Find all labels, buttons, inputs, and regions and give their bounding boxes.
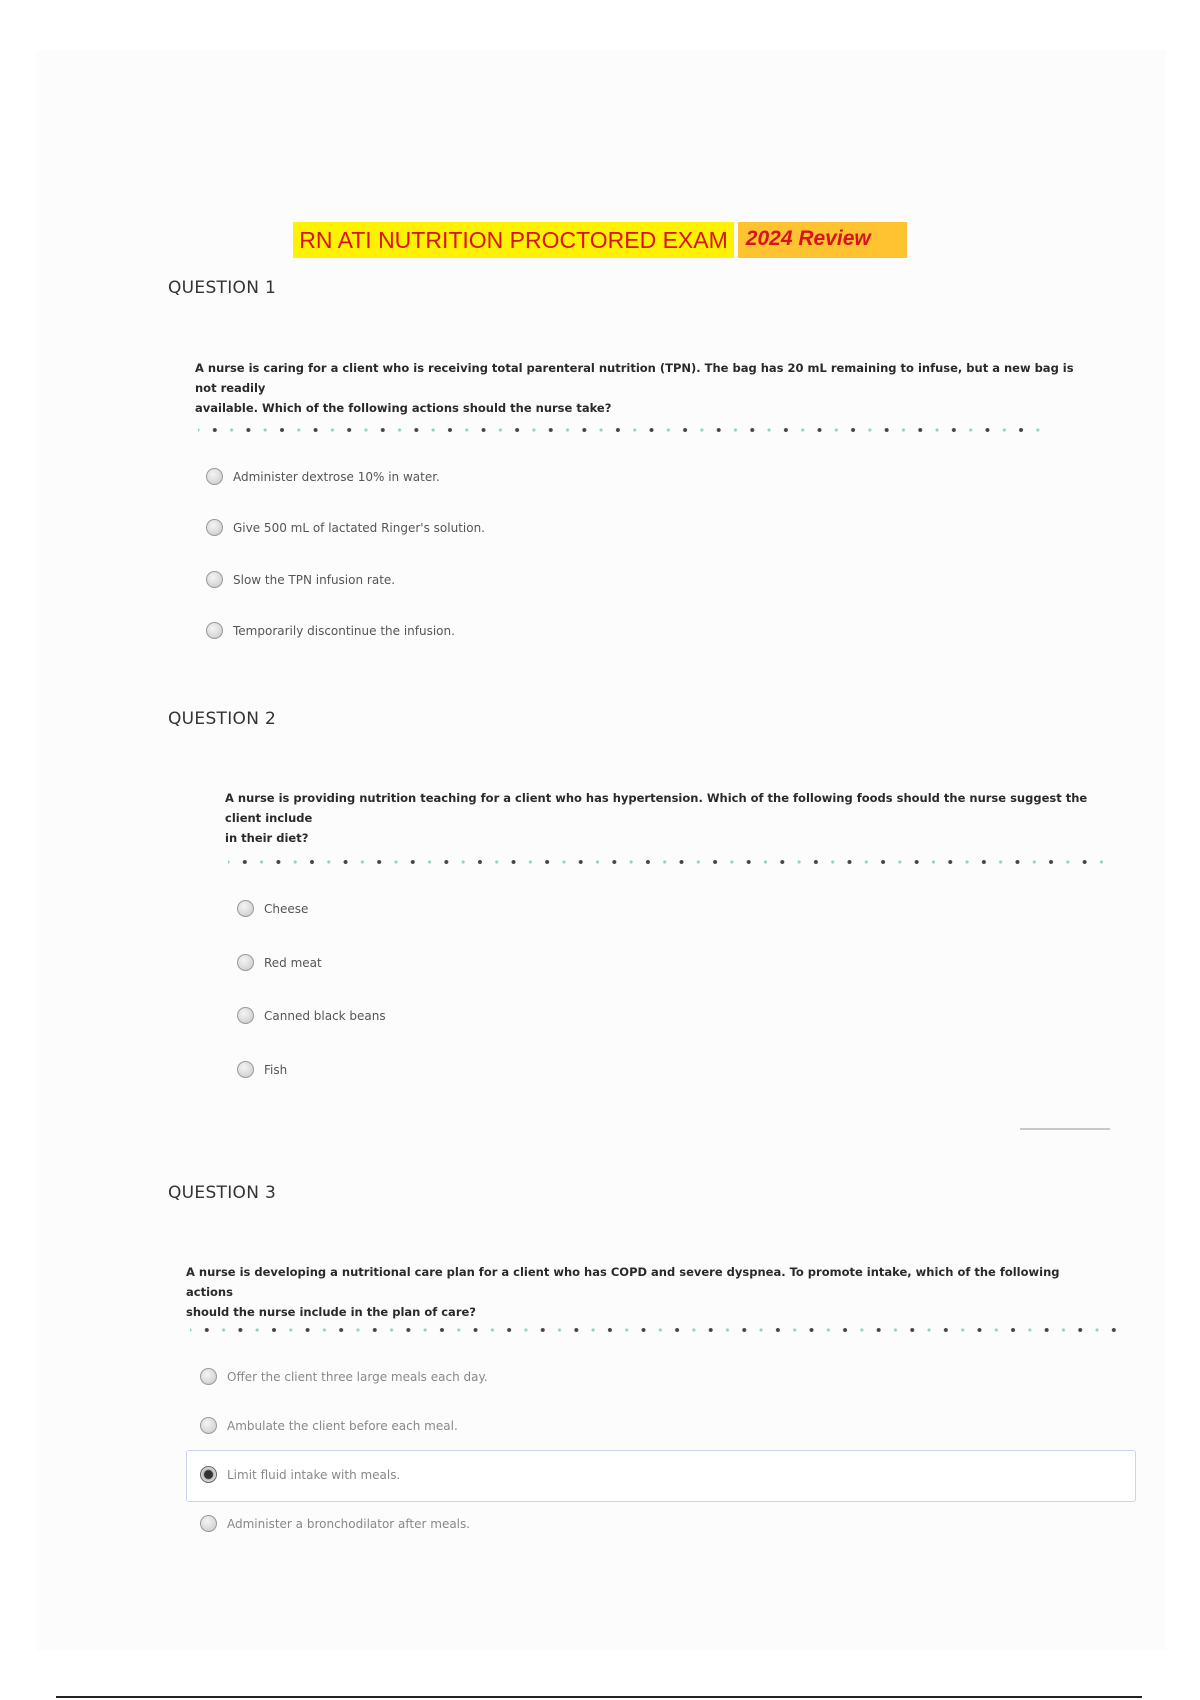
exam-title: RN ATI NUTRITION PROCTORED EXAM [293,222,734,258]
question-1-divider [198,426,1046,434]
radio-button[interactable] [200,1417,217,1434]
question-1-option-3[interactable] [206,571,395,588]
question-1-option-1[interactable] [206,468,440,485]
radio-button[interactable] [237,954,254,971]
question-1-prompt [195,358,1075,418]
option-label: Give 500 mL of lactated Ringer's solution. [233,520,485,535]
option-label: Slow the TPN infusion rate. [233,572,396,587]
question-1-option-4[interactable] [206,622,455,639]
option-label: Canned black beans [264,1008,386,1023]
radio-button-selected[interactable] [200,1466,217,1483]
option-label: Fish [264,1062,288,1077]
radio-button[interactable] [237,1007,254,1024]
option-label: Ambulate the client before each meal. [227,1418,458,1433]
question-2-divider [228,858,1116,866]
radio-button[interactable] [206,571,223,588]
question-3-option-4[interactable] [200,1515,470,1532]
question-1-prompt-line-2: available. Which of the following actions should the nurse take? [195,401,612,415]
option-label: Red meat [264,955,322,970]
question-1-prompt-line-1: A nurse is caring for a client who is receiving total parenteral nutrition (TPN). The bag has 20 mL remaining to infuse, but a new bag is not readily [195,361,1074,395]
question-3-prompt [186,1262,1106,1322]
radio-button[interactable] [206,622,223,639]
question-3-option-3[interactable] [200,1466,400,1483]
question-3-divider [190,1326,1124,1334]
option-label: Administer a bronchodilator after meals. [227,1516,471,1531]
exam-title-bar [0,222,1200,258]
question-1-heading: QUESTION 1 [168,278,277,298]
option-label: Temporarily discontinue the infusion. [233,623,455,638]
option-label: Cheese [264,901,309,916]
radio-button[interactable] [237,1061,254,1078]
option-label: Administer dextrose 10% in water. [233,469,440,484]
radio-button[interactable] [237,900,254,917]
question-2-prompt [225,788,1125,848]
question-1-option-2[interactable] [206,519,485,536]
question-3-prompt-line-1: A nurse is developing a nutritional care plan for a client who has COPD and severe dyspnea. To promote intake, which of the following actions [186,1265,1060,1299]
radio-button[interactable] [206,468,223,485]
question-2-heading: QUESTION 2 [168,709,277,729]
radio-button[interactable] [200,1368,217,1385]
radio-button[interactable] [206,519,223,536]
question-2-prompt-line-1: A nurse is providing nutrition teaching for a client who has hypertension. Which of the following foods should the nurse suggest the client include [225,791,1088,825]
radio-button[interactable] [200,1515,217,1532]
next-arrow-line[interactable] [1020,1128,1110,1130]
question-2-option-3[interactable] [237,1007,386,1024]
question-3-heading: QUESTION 3 [168,1183,277,1203]
option-label: Limit fluid intake with meals. [227,1467,401,1482]
question-2-option-1[interactable] [237,900,308,917]
question-3-prompt-line-2: should the nurse include in the plan of care? [186,1305,476,1319]
option-label: Offer the client three large meals each day. [227,1369,488,1384]
question-3-option-2[interactable] [200,1417,458,1434]
question-2-option-2[interactable] [237,954,322,971]
exam-year-tag: 2024 Review [738,222,907,258]
question-2-prompt-line-2: in their diet? [225,831,309,845]
question-2-option-4[interactable] [237,1061,287,1078]
question-3-option-1[interactable] [200,1368,488,1385]
footer-divider [56,1696,1142,1698]
